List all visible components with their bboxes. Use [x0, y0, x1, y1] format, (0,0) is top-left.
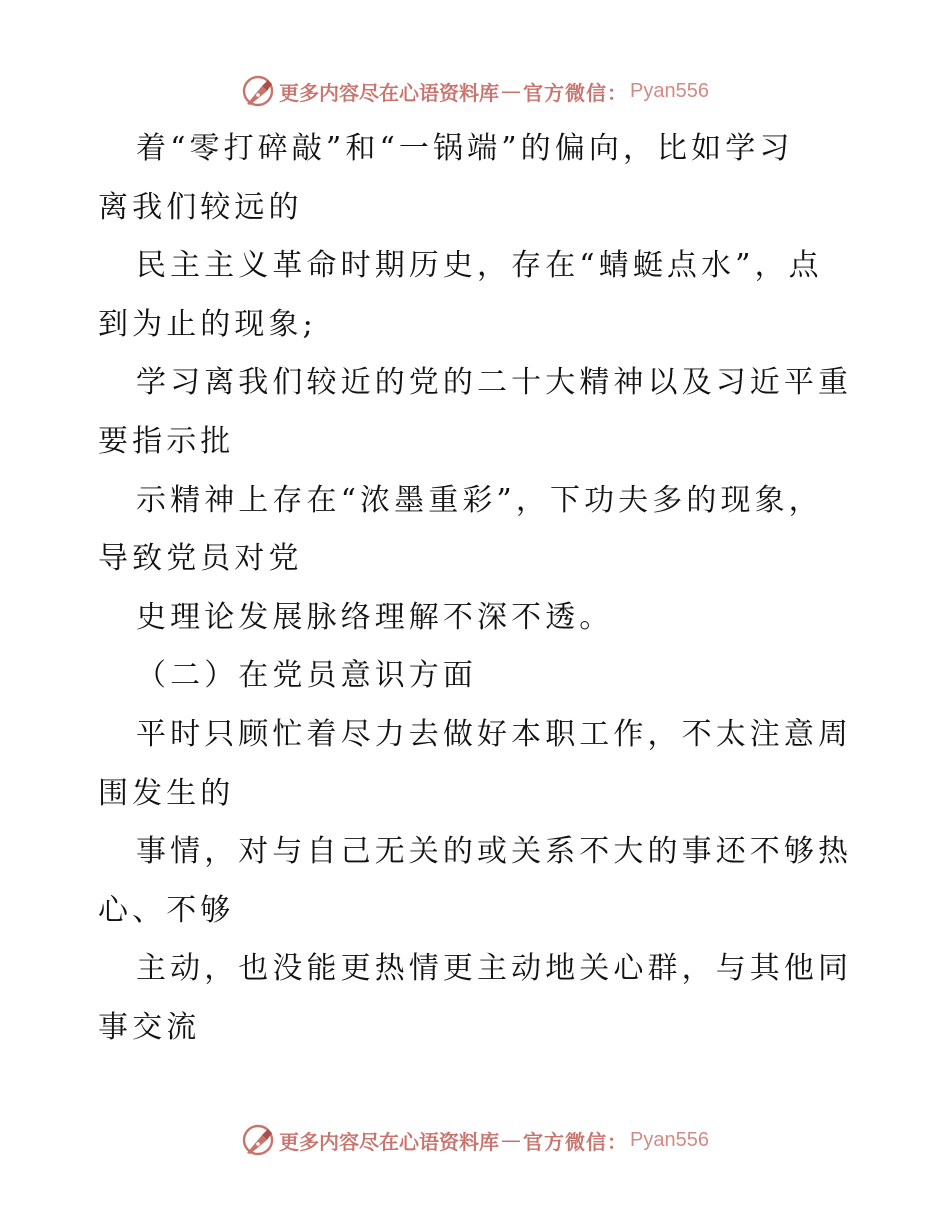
- text-line: 要指示批: [98, 423, 235, 459]
- watermark-brand: 更多内容尽在心语资料库: [279, 1129, 500, 1154]
- text-line: 民主主义革命时期历史，存在“蜻蜓点水”，点: [136, 248, 823, 284]
- watermark-separator: —: [501, 1128, 522, 1152]
- text-line: 事交流: [98, 1009, 201, 1045]
- text-line: 着“零打碎敲”和“一锅端”的偏向，比如学习: [136, 131, 794, 166]
- text-line: 学习离我们较近的党的二十大精神以及习近平重: [136, 365, 853, 401]
- document-body: [98, 120, 858, 1058]
- watermark-id: Pyan556: [630, 79, 709, 102]
- text-line: 主动，也没能更热情更主动地关心群，与其他同: [136, 951, 853, 987]
- text-line: 离我们较远的: [98, 189, 303, 225]
- text-line: 到为止的现象;: [98, 306, 317, 342]
- watermark-label: 官方微信：: [523, 80, 629, 105]
- text-line: 围发生的: [98, 775, 235, 811]
- footer-watermark: [0, 1120, 950, 1160]
- text-line: 平时只顾忙着尽力去做好本职工作，不太注意周: [136, 716, 853, 752]
- text-line: 示精神上存在“浓墨重彩”，下功夫多的现象，: [136, 482, 823, 518]
- watermark-id: Pyan556: [630, 1128, 709, 1151]
- watermark-brand: 更多内容尽在心语资料库: [279, 80, 500, 105]
- header-watermark: [0, 71, 950, 111]
- watermark-label: 官方微信：: [523, 1129, 629, 1154]
- section-heading: （二）在党员意识方面: [136, 658, 477, 694]
- text-line: 史理论发展脉络理解不深不透。: [136, 599, 614, 635]
- pen-nib-logo-icon: [241, 1123, 275, 1157]
- watermark-separator: —: [501, 79, 522, 103]
- text-line: 事情，对与自己无关的或关系不大的事还不够热: [136, 834, 853, 870]
- text-line: 导致党员对党: [98, 541, 303, 577]
- text-line: 心、不够: [98, 892, 235, 928]
- pen-nib-logo-icon: [241, 74, 275, 108]
